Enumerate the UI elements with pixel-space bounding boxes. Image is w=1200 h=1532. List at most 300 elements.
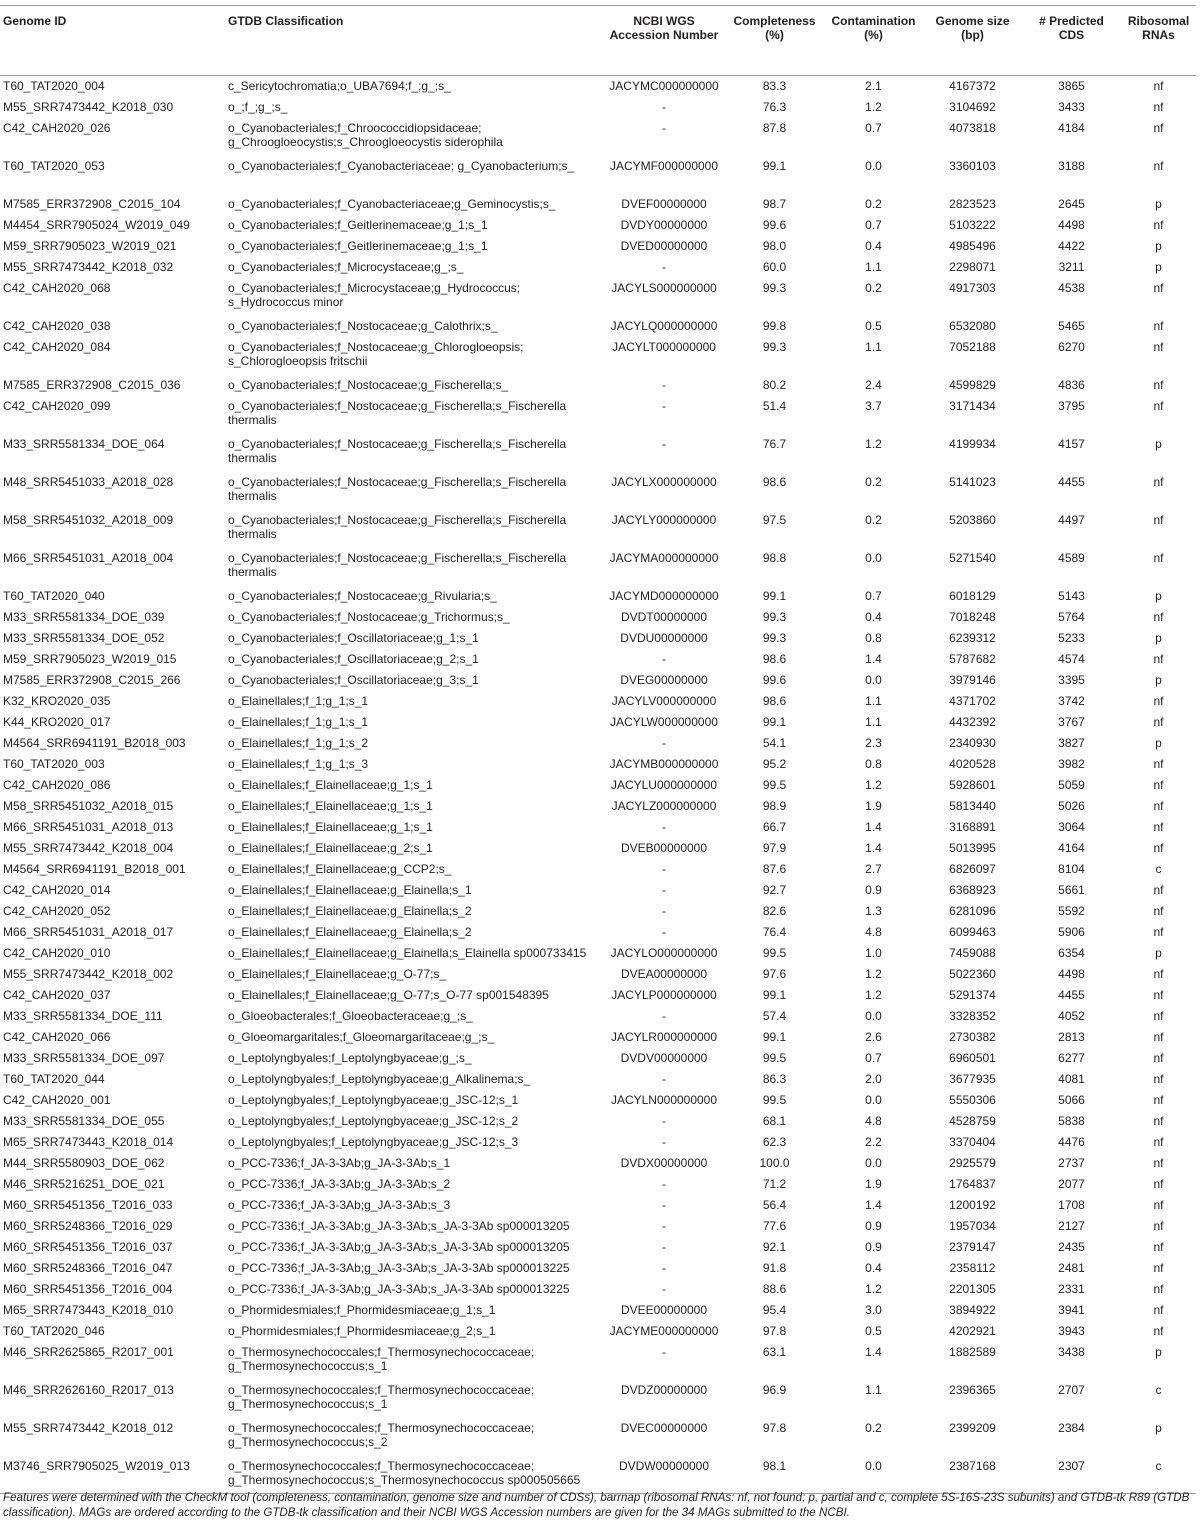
- classification-cell: o_Gloeobacterales;f_Gloeobacteraceae;g_;s_: [228, 1008, 473, 1023]
- rrna-cell: nf: [1153, 217, 1164, 232]
- contamination-cell: 0.7: [865, 1050, 882, 1065]
- completeness-cell: 97.6: [762, 966, 787, 981]
- genome-id-cell: M3746_SRR7905025_W2019_013: [0, 1456, 225, 1494]
- header-contamination: Contamination (%): [824, 6, 923, 76]
- genome-id-cell: M65_SRR7473443_K2018_010: [3, 1302, 174, 1317]
- contamination-cell: 1.9: [865, 1176, 882, 1191]
- accession-cell: -: [662, 651, 666, 666]
- genome-id-cell: M55_SRR7473442_K2018_012: [3, 1420, 174, 1435]
- cds-cell: 3188: [1058, 158, 1085, 173]
- accession-cell: JACYMC000000000: [609, 79, 719, 93]
- classification-cell: o_Cyanobacteriales;f_Microcystaceae;g_Hydrococcus; s_Hydrococcus minor: [228, 280, 521, 309]
- rrna-cell: c: [1155, 1382, 1162, 1397]
- header-genome-id: Genome ID: [0, 6, 225, 76]
- contamination-cell: 1.1: [865, 714, 882, 729]
- rrna-cell: nf: [1153, 1029, 1164, 1044]
- cds-cell: 3742: [1058, 693, 1085, 708]
- genome-id-cell: C42_CAH2020_066: [3, 1029, 111, 1044]
- accession-cell: JACYLT000000000: [612, 339, 716, 354]
- cds-cell: 3795: [1058, 398, 1085, 413]
- genome-id-cell: C42_CAH2020_084: [3, 339, 111, 354]
- completeness-cell: 76.4: [762, 924, 787, 939]
- cds-cell: 4589: [1058, 550, 1085, 565]
- cds-cell: 4157: [1058, 436, 1085, 451]
- cds-cell: 4052: [1058, 1008, 1085, 1023]
- contamination-cell: 2.0: [865, 1071, 882, 1086]
- accession-cell: DVDW00000000: [603, 1456, 725, 1494]
- table-row: [0, 712, 1196, 733]
- cds-cell: 5592: [1058, 903, 1085, 918]
- table-row: [0, 156, 1196, 194]
- contamination-cell: 1.4: [865, 1197, 882, 1212]
- genome-size-cell: 2730382: [949, 1029, 996, 1044]
- classification-cell: o_Elainellales;f_Elainellaceae;g_1;s_1: [228, 777, 433, 792]
- completeness-cell: 68.1: [762, 1113, 787, 1128]
- classification-cell: o_Cyanobacteriales;f_Nostocaceae;g_Rivularia;s_: [228, 588, 497, 603]
- genome-id-cell: C42_CAH2020_014: [3, 882, 111, 897]
- genome-id-cell: M33_SRR5581334_DOE_039: [3, 609, 165, 624]
- rrna-cell: nf: [1153, 158, 1164, 173]
- completeness-cell: 98.0: [762, 238, 787, 253]
- genome-size-cell: 4199934: [949, 436, 996, 451]
- genome-size-cell: 6018129: [949, 588, 996, 603]
- header-gtdb-classification: GTDB Classification: [225, 6, 603, 76]
- contamination-cell: 0.2: [865, 1420, 882, 1435]
- table-row: [0, 215, 1196, 236]
- accession-cell: -: [662, 1344, 666, 1359]
- rrna-cell: nf: [1153, 924, 1164, 939]
- cds-cell: 4184: [1058, 120, 1085, 135]
- genome-size-cell: 1882589: [949, 1344, 996, 1359]
- genome-size-cell: 2379147: [949, 1239, 996, 1254]
- table-row: [0, 1006, 1196, 1027]
- completeness-cell: 57.4: [762, 1008, 787, 1023]
- genome-id-cell: M60_SRR5248366_T2016_047: [3, 1260, 173, 1275]
- completeness-cell: 95.4: [762, 1302, 787, 1317]
- table-row: [0, 278, 1196, 316]
- cds-cell: 4498: [1058, 217, 1085, 232]
- rrna-cell: nf: [1153, 1281, 1164, 1296]
- classification-cell: o_Thermosynechococcales;f_Thermosynechococcaceae; g_Thermosynechococcus;s_1: [228, 1344, 535, 1373]
- rrna-cell: p: [1155, 672, 1162, 687]
- rrna-cell: nf: [1153, 1323, 1164, 1338]
- cds-cell: 4455: [1058, 474, 1085, 489]
- classification-cell: o_Cyanobacteriales;f_Nostocaceae;g_Trichormus;s_: [228, 609, 510, 624]
- genome-size-cell: 1764837: [949, 1176, 996, 1191]
- table-row: [0, 964, 1196, 985]
- accession-cell: DVDT00000000: [620, 609, 708, 624]
- completeness-cell: 99.3: [762, 630, 787, 645]
- classification-cell: o_Elainellales;f_Elainellaceae;g_O-77;s_O-77 sp001548395: [228, 987, 549, 1002]
- genome-size-cell: 6532080: [949, 318, 996, 333]
- genome-id-cell: K32_KRO2020_035: [3, 693, 111, 708]
- table-row: [0, 434, 1196, 472]
- classification-cell: o_Leptolyngbyales;f_Leptolyngbyaceae;g_;s_: [228, 1050, 472, 1065]
- accession-cell: JACYMF000000000: [609, 158, 719, 173]
- completeness-cell: 97.8: [762, 1420, 787, 1435]
- genome-size-cell: 5013995: [949, 840, 996, 855]
- classification-cell: o_Cyanobacteriales;f_Nostocaceae;g_Calothrix;s_: [228, 318, 498, 333]
- classification-cell: o_Cyanobacteriales;f_Geitlerinemaceae;g_1;s_1: [228, 238, 488, 253]
- genome-id-cell: M58_SRR5451032_A2018_015: [3, 798, 174, 813]
- accession-cell: -: [662, 1134, 666, 1149]
- completeness-cell: 99.3: [762, 609, 787, 624]
- completeness-cell: 51.4: [762, 398, 787, 413]
- contamination-cell: 1.4: [865, 651, 882, 666]
- classification-cell: o_Elainellales;f_Elainellaceae;g_Elainella;s_2: [228, 924, 472, 939]
- genome-id-cell: M66_SRR5451031_A2018_004: [3, 550, 174, 565]
- contamination-cell: 0.0: [865, 672, 882, 687]
- accession-cell: DVDZ00000000: [620, 1382, 708, 1397]
- classification-cell: o_Elainellales;f_1;g_1;s_1: [228, 714, 369, 729]
- table-row: [0, 1321, 1196, 1342]
- accession-cell: JACYLO000000000: [610, 945, 718, 960]
- genome-size-cell: 3328352: [949, 1008, 996, 1023]
- completeness-cell: 100.0: [759, 1155, 790, 1170]
- rrna-cell: nf: [1153, 1197, 1164, 1212]
- classification-cell: o_Cyanobacteriales;f_Oscillatoriaceae;g_2;s_1: [228, 651, 479, 666]
- header-predicted-cds: # Predicted CDS: [1022, 6, 1121, 76]
- completeness-cell: 62.3: [762, 1134, 787, 1149]
- cds-cell: 5906: [1058, 924, 1085, 939]
- cds-cell: 6354: [1058, 945, 1085, 960]
- genome-size-cell: 2823523: [949, 196, 996, 211]
- classification-cell: o_Elainellales;f_Elainellaceae;g_O-77;s_: [228, 966, 447, 981]
- table-row: [0, 691, 1196, 712]
- rrna-cell: nf: [1153, 512, 1164, 527]
- classification-cell: o_Elainellales;f_Elainellaceae;g_Elainella;s_2: [228, 903, 472, 918]
- genome-size-cell: 4371702: [949, 693, 996, 708]
- contamination-cell: 0.7: [865, 588, 882, 603]
- genome-id-cell: M60_SRR5451356_T2016_033: [3, 1197, 173, 1212]
- contamination-cell: 1.2: [865, 436, 882, 451]
- genome-size-cell: 3894922: [949, 1302, 996, 1317]
- table-row: [0, 76, 1196, 97]
- completeness-cell: 91.8: [762, 1260, 787, 1275]
- genome-id-cell: M4564_SRR6941191_B2018_003: [3, 735, 186, 750]
- table-row: [0, 628, 1196, 649]
- classification-cell: o_Elainellales;f_Elainellaceae;g_1;s_1: [228, 798, 433, 813]
- accession-cell: -: [662, 1176, 666, 1191]
- contamination-cell: 1.1: [865, 339, 882, 354]
- table-row: [0, 1258, 1196, 1279]
- accession-cell: -: [662, 99, 666, 114]
- contamination-cell: 1.2: [865, 987, 882, 1002]
- genome-id-cell: M65_SRR7473443_K2018_014: [3, 1134, 174, 1149]
- classification-cell: o_Cyanobacteriales;f_Nostocaceae;g_Fischerella;s_Fischerella thermalis: [228, 436, 567, 465]
- cds-cell: 3865: [1058, 79, 1085, 93]
- genome-id-cell: T60_TAT2020_003: [3, 756, 105, 771]
- accession-cell: -: [662, 735, 666, 750]
- cds-cell: 5143: [1058, 588, 1085, 603]
- classification-cell: o_Gloeomargaritales;f_Gloeomargaritaceae;g_;s_: [228, 1029, 495, 1044]
- classification-cell: o_Elainellales;f_1;g_1;s_2: [228, 735, 369, 750]
- genome-size-cell: 4528759: [949, 1113, 996, 1128]
- genome-id-cell: M59_SRR7905023_W2019_021: [3, 238, 177, 253]
- mag-table: [0, 5, 1196, 1494]
- table-row: [0, 1418, 1196, 1456]
- genome-id-cell: T60_TAT2020_053: [3, 158, 105, 173]
- genome-id-cell: K44_KRO2020_017: [3, 714, 111, 729]
- accession-cell: -: [662, 924, 666, 939]
- cds-cell: 2384: [1058, 1420, 1085, 1435]
- contamination-cell: 3.0: [865, 1302, 882, 1317]
- rrna-cell: p: [1155, 436, 1162, 451]
- classification-cell: o_Thermosynechococcales;f_Thermosynechococcaceae; g_Thermosynechococcus;s_Thermosynechococcus sp000505665: [225, 1456, 603, 1494]
- genome-id-cell: M46_SRR2626160_R2017_013: [3, 1382, 174, 1397]
- genome-id-cell: M48_SRR5451033_A2018_028: [3, 474, 174, 489]
- contamination-cell: 0.2: [865, 196, 882, 211]
- cds-cell: 3395: [1058, 672, 1085, 687]
- genome-id-cell: M60_SRR5248366_T2016_029: [3, 1218, 173, 1233]
- table-row: [0, 1090, 1196, 1111]
- contamination-cell: 0.0: [865, 1155, 882, 1170]
- rrna-cell: nf: [1153, 966, 1164, 981]
- genome-size-cell: 3171434: [949, 398, 996, 413]
- genome-size-cell: 5203860: [949, 512, 996, 527]
- table-row: [0, 1300, 1196, 1321]
- rrna-cell: nf: [1153, 339, 1164, 354]
- completeness-cell: 99.1: [762, 987, 787, 1002]
- accession-cell: JACYMD000000000: [609, 588, 719, 603]
- table-row: [0, 607, 1196, 628]
- genome-id-cell: M46_SRR2625865_R2017_001: [3, 1344, 174, 1359]
- classification-cell: o_Phormidesmiales;f_Phormidesmiaceae;g_2;s_1: [228, 1323, 496, 1338]
- contamination-cell: 0.4: [865, 238, 882, 253]
- cds-cell: 5059: [1058, 777, 1085, 792]
- completeness-cell: 98.6: [762, 693, 787, 708]
- rrna-cell: c: [1155, 861, 1162, 876]
- genome-id-cell: C42_CAH2020_052: [3, 903, 111, 918]
- cds-cell: 6277: [1058, 1050, 1085, 1065]
- genome-id-cell: M55_SRR7473442_K2018_002: [3, 966, 174, 981]
- cds-cell: 5764: [1058, 609, 1085, 624]
- cds-cell: 3433: [1058, 99, 1085, 114]
- table-body: [0, 76, 1196, 1494]
- table-row: [0, 670, 1196, 691]
- genome-id-cell: M33_SRR5581334_DOE_055: [3, 1113, 165, 1128]
- cds-cell: 8104: [1058, 861, 1085, 876]
- classification-cell: o_Cyanobacteriales;f_Nostocaceae;g_Fischerella;s_Fischerella thermalis: [228, 550, 567, 579]
- header-ribosomal-rnas: Ribosomal RNAs: [1121, 6, 1196, 76]
- completeness-cell: 92.1: [762, 1239, 787, 1254]
- rrna-cell: nf: [1153, 714, 1164, 729]
- table-row: [0, 316, 1196, 337]
- accession-cell: DVEB00000000: [620, 840, 708, 855]
- genome-size-cell: 4599829: [949, 377, 996, 392]
- accession-cell: DVDU00000000: [620, 630, 708, 645]
- accession-cell: DVEF00000000: [621, 196, 707, 211]
- completeness-cell: 99.1: [762, 158, 787, 173]
- completeness-cell: 99.5: [762, 1050, 787, 1065]
- genome-size-cell: 2340930: [949, 735, 996, 750]
- table-header: [0, 6, 1196, 76]
- completeness-cell: 99.5: [762, 1092, 787, 1107]
- contamination-cell: 1.1: [865, 693, 882, 708]
- genome-size-cell: 7459088: [949, 945, 996, 960]
- completeness-cell: 99.3: [762, 339, 787, 354]
- contamination-cell: 1.0: [865, 945, 882, 960]
- classification-cell: o_Elainellales;f_1;g_1;s_1: [228, 693, 369, 708]
- completeness-cell: 98.8: [762, 550, 787, 565]
- accession-cell: -: [662, 903, 666, 918]
- classification-cell: o_Elainellales;f_1;g_1;s_3: [228, 756, 369, 771]
- rrna-cell: p: [1155, 1420, 1162, 1435]
- cds-cell: 4538: [1058, 280, 1085, 295]
- contamination-cell: 1.3: [865, 903, 882, 918]
- cds-cell: 5838: [1058, 1113, 1085, 1128]
- genome-size-cell: 1200192: [949, 1197, 996, 1212]
- rrna-cell: nf: [1153, 280, 1164, 295]
- table-row: [0, 472, 1196, 510]
- classification-cell: o_Cyanobacteriales;f_Geitlerinemaceae;g_1;s_1: [228, 217, 488, 232]
- genome-size-cell: 4073818: [949, 120, 996, 135]
- genome-size-cell: 6099463: [949, 924, 996, 939]
- contamination-cell: 2.3: [865, 735, 882, 750]
- rrna-cell: nf: [1153, 1092, 1164, 1107]
- genome-size-cell: 2298071: [949, 259, 996, 274]
- accession-cell: JACYLZ000000000: [611, 798, 717, 813]
- rrna-cell: nf: [1153, 651, 1164, 666]
- classification-cell: o_Cyanobacteriales;f_Cyanobacteriaceae;g_Geminocystis;s_: [228, 196, 556, 211]
- genome-id-cell: M4564_SRR6941191_B2018_001: [3, 861, 186, 876]
- rrna-cell: p: [1155, 238, 1162, 253]
- rrna-cell: p: [1155, 588, 1162, 603]
- cds-cell: 4574: [1058, 651, 1085, 666]
- completeness-cell: 92.7: [762, 882, 787, 897]
- contamination-cell: 0.2: [865, 280, 882, 295]
- genome-id-cell: C42_CAH2020_010: [3, 945, 111, 960]
- rrna-cell: nf: [1153, 99, 1164, 114]
- cds-cell: 4836: [1058, 377, 1085, 392]
- accession-cell: DVEA00000000: [620, 966, 708, 981]
- rrna-cell: nf: [1153, 987, 1164, 1002]
- genome-size-cell: 2399209: [949, 1420, 996, 1435]
- completeness-cell: 60.0: [762, 259, 787, 274]
- table-row: [0, 901, 1196, 922]
- contamination-cell: 2.1: [865, 79, 882, 93]
- contamination-cell: 2.7: [865, 861, 882, 876]
- genome-id-cell: M33_SRR5581334_DOE_064: [3, 436, 165, 451]
- rrna-cell: nf: [1153, 1134, 1164, 1149]
- completeness-cell: 76.3: [762, 99, 787, 114]
- contamination-cell: 4.8: [865, 924, 882, 939]
- cds-cell: 2127: [1058, 1218, 1085, 1233]
- completeness-cell: 63.1: [762, 1344, 787, 1359]
- genome-id-cell: M33_SRR5581334_DOE_052: [3, 630, 165, 645]
- genome-id-cell: M66_SRR5451031_A2018_013: [3, 819, 174, 834]
- cds-cell: 5661: [1058, 882, 1085, 897]
- rrna-cell: nf: [1153, 398, 1164, 413]
- table-row: [0, 1048, 1196, 1069]
- completeness-cell: 98.6: [762, 474, 787, 489]
- cds-cell: 4497: [1058, 512, 1085, 527]
- contamination-cell: 0.8: [865, 756, 882, 771]
- genome-id-cell: T60_TAT2020_046: [3, 1323, 105, 1338]
- rrna-cell: nf: [1153, 377, 1164, 392]
- contamination-cell: 0.0: [865, 1092, 882, 1107]
- table-row: [0, 586, 1196, 607]
- rrna-cell: p: [1155, 945, 1162, 960]
- accession-cell: -: [662, 1008, 666, 1023]
- accession-cell: DVED00000000: [620, 238, 708, 253]
- completeness-cell: 99.5: [762, 945, 787, 960]
- contamination-cell: 0.2: [865, 512, 882, 527]
- genome-size-cell: 2201305: [949, 1281, 996, 1296]
- accession-cell: -: [662, 1218, 666, 1233]
- accession-cell: -: [662, 1281, 666, 1296]
- classification-cell: o_Cyanobacteriales;f_Cyanobacteriaceae; g_Cyanobacterium;s_: [228, 158, 575, 173]
- contamination-cell: 0.0: [865, 158, 882, 173]
- cds-cell: 4164: [1058, 840, 1085, 855]
- accession-cell: DVEE00000000: [620, 1302, 708, 1317]
- cds-cell: 2737: [1058, 1155, 1085, 1170]
- rrna-cell: nf: [1153, 798, 1164, 813]
- genome-size-cell: 6960501: [949, 1050, 996, 1065]
- table-row: [0, 548, 1196, 586]
- rrna-cell: nf: [1153, 1008, 1164, 1023]
- genome-size-cell: 5787682: [949, 651, 996, 666]
- cds-cell: 2331: [1058, 1281, 1085, 1296]
- genome-id-cell: T60_TAT2020_004: [3, 79, 105, 93]
- rrna-cell: nf: [1153, 903, 1164, 918]
- rrna-cell: p: [1155, 259, 1162, 274]
- classification-cell: o_Thermosynechococcales;f_Thermosynechococcaceae; g_Thermosynechococcus;s_2: [228, 1420, 535, 1449]
- genome-id-cell: M55_SRR7473442_K2018_032: [3, 259, 174, 274]
- table-row: [0, 194, 1196, 215]
- genome-size-cell: 3360103: [949, 158, 996, 173]
- table-row: [0, 1195, 1196, 1216]
- genome-size-cell: 7018248: [949, 609, 996, 624]
- completeness-cell: 82.6: [762, 903, 787, 918]
- classification-cell: o_Elainellales;f_Elainellaceae;g_1;s_1: [228, 819, 433, 834]
- rrna-cell: nf: [1153, 79, 1164, 93]
- rrna-cell: nf: [1153, 840, 1164, 855]
- classification-cell: o_PCC-7336;f_JA-3-3Ab;g_JA-3-3Ab;s_JA-3-3Ab sp000013205: [228, 1218, 570, 1233]
- classification-cell: o_;f_;g_;s_: [228, 99, 288, 114]
- cds-cell: 3941: [1058, 1302, 1085, 1317]
- contamination-cell: 0.7: [865, 217, 882, 232]
- contamination-cell: 4.8: [865, 1113, 882, 1128]
- table-row: [0, 337, 1196, 375]
- cds-cell: 2813: [1058, 1029, 1085, 1044]
- table-row: [0, 922, 1196, 943]
- genome-size-cell: 7052188: [949, 339, 996, 354]
- table-row: [0, 1069, 1196, 1090]
- accession-cell: JACYMA000000000: [609, 550, 719, 565]
- table-row: [0, 1174, 1196, 1195]
- cds-cell: 2481: [1058, 1260, 1085, 1275]
- table-row: [0, 796, 1196, 817]
- table-row: [0, 97, 1196, 118]
- classification-cell: o_Cyanobacteriales;f_Oscillatoriaceae;g_1;s_1: [228, 630, 479, 645]
- completeness-cell: 97.8: [762, 1323, 787, 1338]
- cds-cell: 1708: [1058, 1197, 1085, 1212]
- rrna-cell: p: [1155, 196, 1162, 211]
- cds-cell: 2707: [1058, 1382, 1085, 1397]
- cds-cell: 6270: [1058, 339, 1085, 354]
- table-row: [0, 859, 1196, 880]
- accession-cell: JACYMB000000000: [609, 756, 719, 771]
- classification-cell: o_PCC-7336;f_JA-3-3Ab;g_JA-3-3Ab;s_JA-3-3Ab sp000013225: [228, 1260, 570, 1275]
- accession-cell: JACYLP000000000: [611, 987, 717, 1002]
- classification-cell: o_Cyanobacteriales;f_Nostocaceae;g_Fischerella;s_: [228, 377, 509, 392]
- completeness-cell: 54.1: [762, 735, 787, 750]
- header-row: [0, 6, 1196, 76]
- genome-size-cell: 6368923: [949, 882, 996, 897]
- table-row: [0, 775, 1196, 796]
- cds-cell: 3211: [1058, 259, 1085, 274]
